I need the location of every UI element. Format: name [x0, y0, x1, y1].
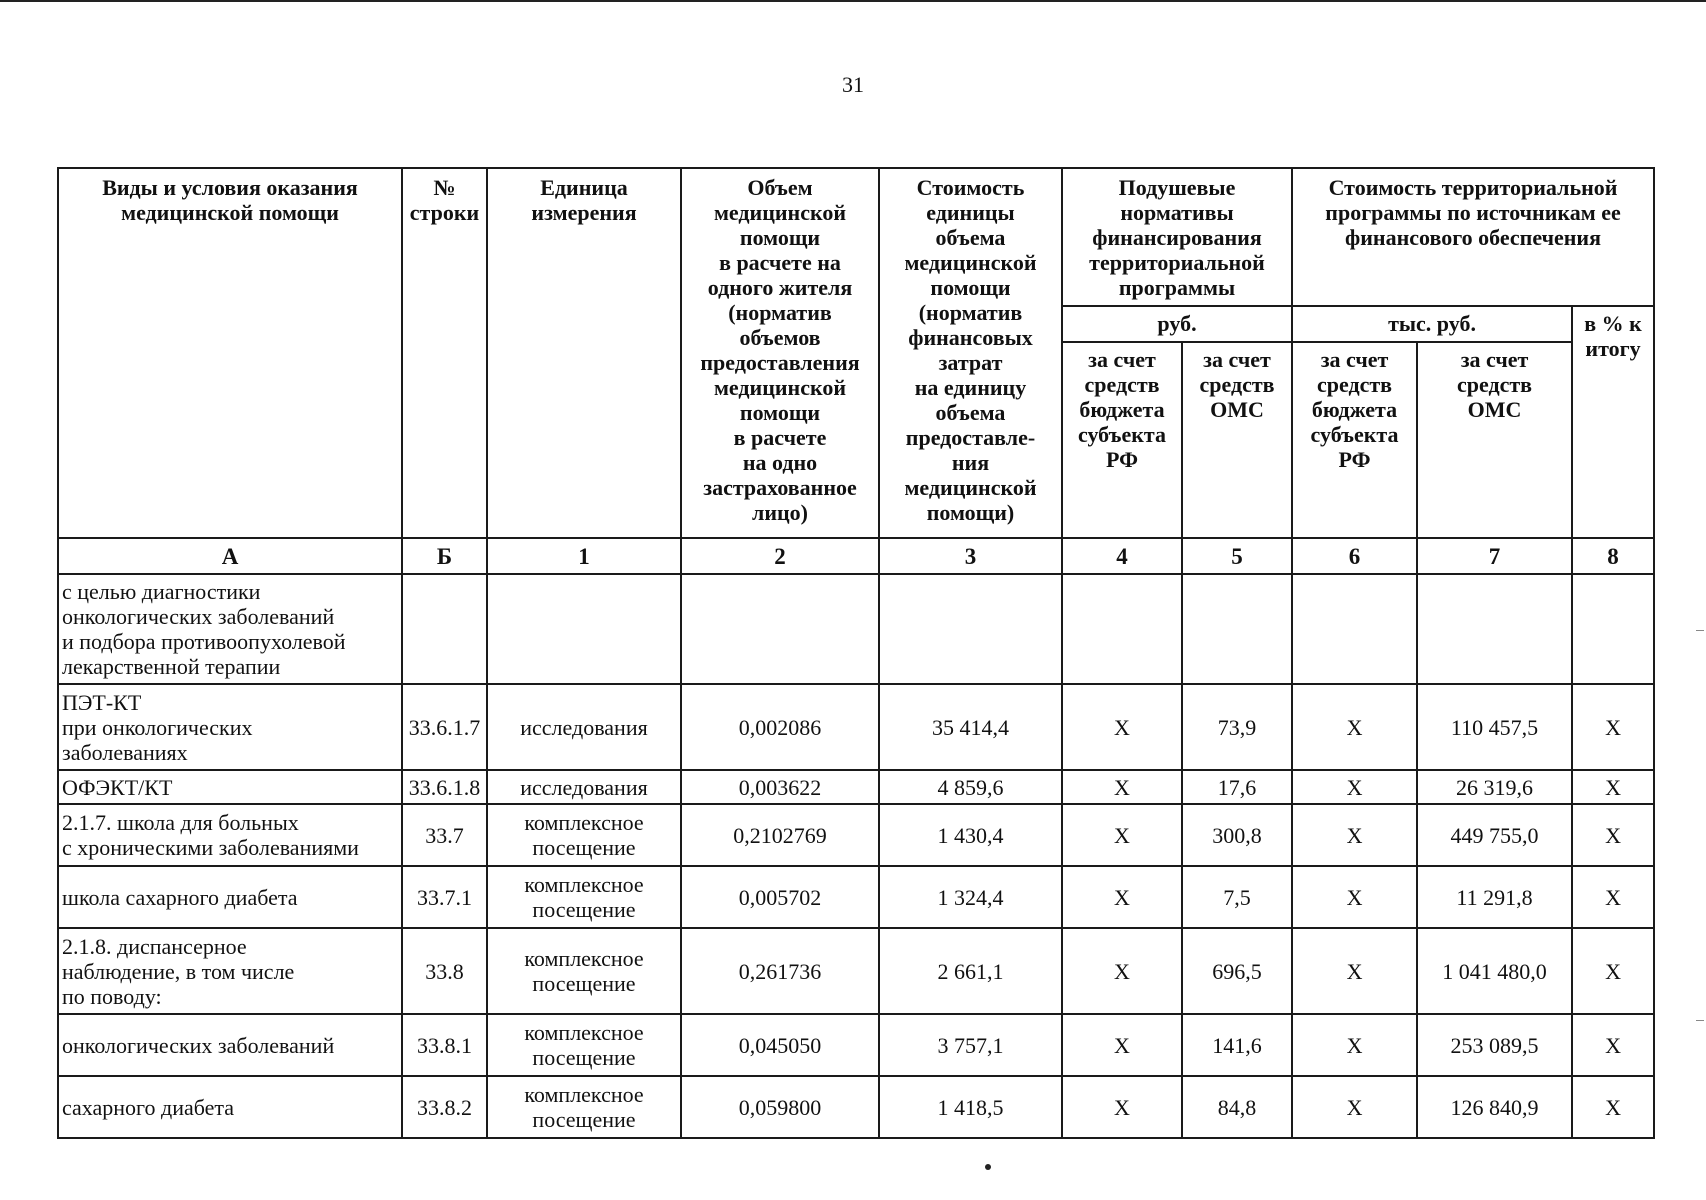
- row-volume: 0,261736: [681, 928, 879, 1014]
- row-col6: X: [1292, 1014, 1417, 1076]
- row-number: 33.7: [402, 804, 487, 866]
- row-col4: X: [1062, 804, 1182, 866]
- header-volume: Объем медицинской помощи в расчете на одного жителя (норматив объемов предоставления медицинской помощи в расчете на одно застрахованное лицо): [681, 168, 879, 538]
- header-program-cost: Стоимость территориальной программы по источникам ее финансового обеспечения: [1292, 168, 1654, 306]
- column-number: 7: [1417, 538, 1572, 574]
- row-col6: [1292, 574, 1417, 684]
- margin-mark: [1696, 630, 1704, 631]
- column-number: 5: [1182, 538, 1292, 574]
- row-col4: X: [1062, 928, 1182, 1014]
- column-number: А: [58, 538, 402, 574]
- header-budget-rf: за счет средств бюджета субъекта РФ: [1062, 342, 1182, 538]
- row-unit: [487, 574, 681, 684]
- row-volume: 0,002086: [681, 684, 879, 770]
- scan-artifact-dot: [985, 1164, 991, 1170]
- row-col7: [1417, 574, 1572, 684]
- row-unit: комплексное посещение: [487, 1076, 681, 1138]
- row-col7: 11 291,8: [1417, 866, 1572, 928]
- header-row-no: № строки: [402, 168, 487, 538]
- row-unit: комплексное посещение: [487, 804, 681, 866]
- row-volume: 0,005702: [681, 866, 879, 928]
- row-col5: 17,6: [1182, 770, 1292, 804]
- header-budget-rf-2: за счет средств бюджета субъекта РФ: [1292, 342, 1417, 538]
- column-numbers-row: [58, 538, 1654, 574]
- row-col6: X: [1292, 866, 1417, 928]
- row-col7: 1 041 480,0: [1417, 928, 1572, 1014]
- row-col7: 110 457,5: [1417, 684, 1572, 770]
- row-col6: X: [1292, 928, 1417, 1014]
- row-name: школа сахарного диабета: [58, 866, 402, 928]
- row-volume: 0,045050: [681, 1014, 879, 1076]
- row-col5: 84,8: [1182, 1076, 1292, 1138]
- page-number: 31: [842, 72, 864, 97]
- row-number: 33.8.1: [402, 1014, 487, 1076]
- header-rub: руб.: [1062, 306, 1292, 342]
- row-name: сахарного диабета: [58, 1076, 402, 1138]
- row-col6: X: [1292, 770, 1417, 804]
- row-col7: 126 840,9: [1417, 1076, 1572, 1138]
- row-col5: 73,9: [1182, 684, 1292, 770]
- header-oms-2: за счет средств ОМС: [1417, 342, 1572, 538]
- table-row: [58, 1014, 1654, 1076]
- table-row: [58, 770, 1654, 804]
- table-row: [58, 866, 1654, 928]
- row-col4: X: [1062, 1076, 1182, 1138]
- row-cost: 1 430,4: [879, 804, 1062, 866]
- row-unit: исследования: [487, 684, 681, 770]
- header-oms: за счет средств ОМС: [1182, 342, 1292, 538]
- row-unit: комплексное посещение: [487, 866, 681, 928]
- header-types: Виды и условия оказания медицинской помощи: [58, 168, 402, 538]
- row-number: 33.8.2: [402, 1076, 487, 1138]
- row-cost: 1 324,4: [879, 866, 1062, 928]
- row-col8: X: [1572, 770, 1654, 804]
- row-name: с целью диагностики онкологических заболеваний и подбора противоопухолевой лекарственной терапии: [58, 574, 402, 684]
- financing-table: [57, 167, 1655, 1139]
- column-number: Б: [402, 538, 487, 574]
- row-col8: [1572, 574, 1654, 684]
- row-col6: X: [1292, 804, 1417, 866]
- row-name: 2.1.8. диспансерное наблюдение, в том числе по поводу:: [58, 928, 402, 1014]
- row-cost: 4 859,6: [879, 770, 1062, 804]
- row-col8: X: [1572, 1076, 1654, 1138]
- row-col8: X: [1572, 928, 1654, 1014]
- row-col7: 26 319,6: [1417, 770, 1572, 804]
- column-number: 1: [487, 538, 681, 574]
- row-col6: X: [1292, 1076, 1417, 1138]
- row-col4: X: [1062, 770, 1182, 804]
- row-col4: X: [1062, 866, 1182, 928]
- table-row: [58, 804, 1654, 866]
- column-number: 3: [879, 538, 1062, 574]
- row-name: онкологических заболеваний: [58, 1014, 402, 1076]
- row-col4: X: [1062, 1014, 1182, 1076]
- column-number: 4: [1062, 538, 1182, 574]
- row-col4: [1062, 574, 1182, 684]
- row-unit: исследования: [487, 770, 681, 804]
- table-row: [58, 574, 1654, 684]
- row-name: ОФЭКТ/КТ: [58, 770, 402, 804]
- margin-mark: [1696, 1020, 1704, 1021]
- row-cost: 2 661,1: [879, 928, 1062, 1014]
- row-col7: 253 089,5: [1417, 1014, 1572, 1076]
- header-percent-total: в % к итогу: [1572, 306, 1654, 538]
- row-col8: X: [1572, 684, 1654, 770]
- row-unit: комплексное посещение: [487, 1014, 681, 1076]
- row-col6: X: [1292, 684, 1417, 770]
- row-volume: 0,059800: [681, 1076, 879, 1138]
- row-volume: 0,003622: [681, 770, 879, 804]
- row-volume: 0,2102769: [681, 804, 879, 866]
- table-row: [58, 1076, 1654, 1138]
- row-number: 33.6.1.8: [402, 770, 487, 804]
- row-col5: [1182, 574, 1292, 684]
- row-col8: X: [1572, 1014, 1654, 1076]
- column-number: 8: [1572, 538, 1654, 574]
- table-row: [58, 928, 1654, 1014]
- row-name: ПЭТ-КТ при онкологических заболеваниях: [58, 684, 402, 770]
- row-col4: X: [1062, 684, 1182, 770]
- row-number: [402, 574, 487, 684]
- row-col8: X: [1572, 804, 1654, 866]
- row-number: 33.7.1: [402, 866, 487, 928]
- row-col5: 300,8: [1182, 804, 1292, 866]
- row-col5: 7,5: [1182, 866, 1292, 928]
- table-row: [58, 684, 1654, 770]
- row-cost: [879, 574, 1062, 684]
- row-cost: 3 757,1: [879, 1014, 1062, 1076]
- row-col8: X: [1572, 866, 1654, 928]
- row-volume: [681, 574, 879, 684]
- row-number: 33.6.1.7: [402, 684, 487, 770]
- row-cost: 1 418,5: [879, 1076, 1062, 1138]
- row-name: 2.1.7. школа для больных с хроническими заболеваниями: [58, 804, 402, 866]
- column-number: 6: [1292, 538, 1417, 574]
- row-col7: 449 755,0: [1417, 804, 1572, 866]
- row-col5: 141,6: [1182, 1014, 1292, 1076]
- header-per-capita: Подушевые нормативы финансирования территориальной программы: [1062, 168, 1292, 306]
- row-cost: 35 414,4: [879, 684, 1062, 770]
- header-thous-rub: тыс. руб.: [1292, 306, 1572, 342]
- header-cost: Стоимость единицы объема медицинской помощи (норматив финансовых затрат на единицу объема предоставле- ния медицинской помощи): [879, 168, 1062, 538]
- row-number: 33.8: [402, 928, 487, 1014]
- top-rule: [0, 0, 1706, 2]
- row-unit: комплексное посещение: [487, 928, 681, 1014]
- row-col5: 696,5: [1182, 928, 1292, 1014]
- column-number: 2: [681, 538, 879, 574]
- header-unit: Единица измерения: [487, 168, 681, 538]
